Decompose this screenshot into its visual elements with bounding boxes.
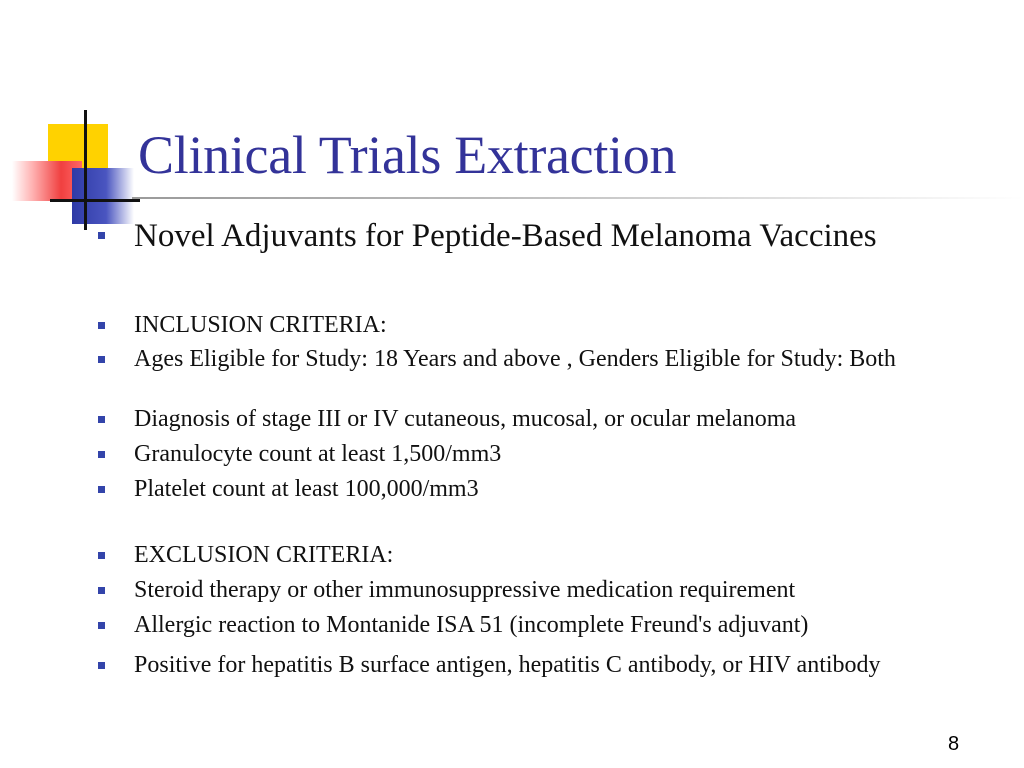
bullet-text: Ages Eligible for Study: 18 Years and above , Genders Eligible for Study: Both [134,346,896,372]
bullet-text: Granulocyte count at least 1,500/mm3 [134,441,502,467]
square-bullet-icon [98,622,105,629]
square-bullet-icon [98,416,105,423]
square-bullet-icon [98,451,105,458]
bullet-item [98,476,998,502]
bullet-text: Allergic reaction to Montanide ISA 51 (incomplete Freund's adjuvant) [134,612,809,638]
square-bullet-icon [98,552,105,559]
square-bullet-icon [98,356,105,363]
bullet-item [98,346,998,372]
horizontal-line [50,199,140,202]
square-bullet-icon [98,232,105,239]
bullet-text: Steroid therapy or other immunosuppressive medication requirement [134,577,796,603]
title-underline [132,197,1024,199]
page-number: 8 [948,733,960,755]
square-bullet-icon [98,486,105,493]
bullet-item [98,218,998,254]
vertical-line [84,110,87,230]
blue-square [72,168,134,224]
decorative-logo [0,0,140,240]
bullet-item [98,312,998,338]
slide-title: Clinical Trials Extraction [138,125,677,185]
bullet-item [98,652,998,678]
bullet-item [98,406,998,432]
bullet-text: Platelet count at least 100,000/mm3 [134,476,479,502]
bullet-text: INCLUSION CRITERIA: [134,312,387,338]
bullet-item [98,612,998,638]
bullet-item [98,441,998,467]
square-bullet-icon [98,587,105,594]
bullet-text: Positive for hepatitis B surface antigen, hepatitis C antibody, or HIV antibody [134,652,881,678]
bullet-text: EXCLUSION CRITERIA: [134,542,394,568]
bullet-text: Diagnosis of stage III or IV cutaneous, mucosal, or ocular melanoma [134,406,797,432]
bullet-item [98,577,998,603]
bullet-text: Novel Adjuvants for Peptide-Based Melanoma Vaccines [134,218,877,254]
bullet-item [98,542,998,568]
square-bullet-icon [98,322,105,329]
square-bullet-icon [98,662,105,669]
